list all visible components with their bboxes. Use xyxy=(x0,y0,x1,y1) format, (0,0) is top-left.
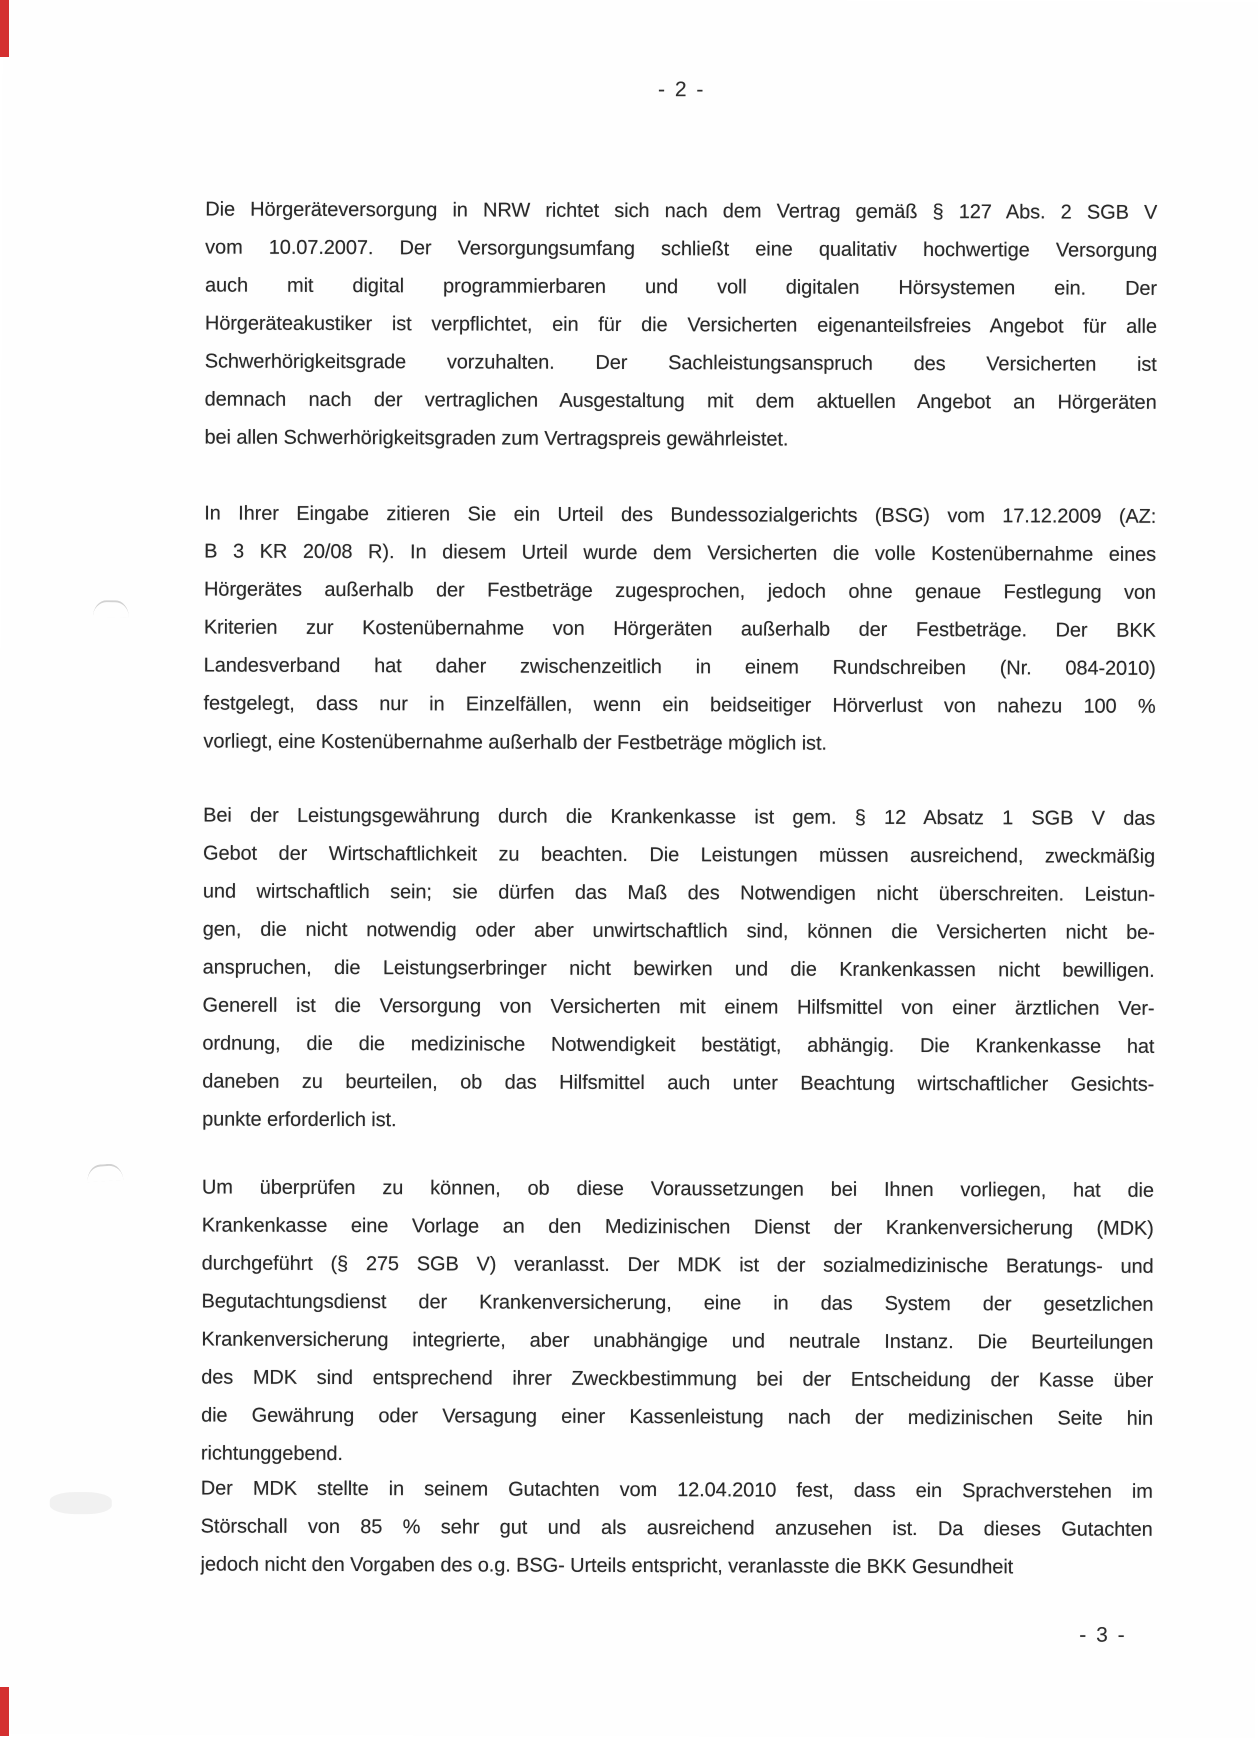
text-line: Um überprüfen zu können, ob diese Voraussetzungen bei Ihnen vorliegen, hat die xyxy=(201,1176,1154,1202)
text-line: Krankenkasse eine Vorlage an den Medizinischen Dienst der Krankenversicherung (MDK) xyxy=(201,1214,1154,1240)
text-line: Gebot der Wirtschaftlichkeit zu beachten. Die Leistungen müssen ausreichend, zweckmäßig xyxy=(203,842,1156,868)
text-line: Begutachtungsdienst der Krankenversicherung, eine in das System der gesetzlichen xyxy=(201,1290,1154,1316)
scan-smudge xyxy=(50,1492,112,1514)
text-line: Die Hörgeräteversorgung in NRW richtet sich nach dem Vertrag gemäß § 127 Abs. 2 SGB V xyxy=(205,198,1158,224)
text-line: daneben zu beurteilen, ob das Hilfsmittel auch unter Beachtung wirtschaftlicher Gesichts- xyxy=(202,1070,1155,1096)
paragraph xyxy=(202,797,1155,1142)
text-line: durchgeführt (§ 275 SGB V) veranlasst. Der MDK ist der sozialmedizinische Beratungs- und xyxy=(201,1252,1154,1278)
text-line: anspruchen, die Leistungserbringer nicht bewirken und die Krankenkassen nicht bewilligen. xyxy=(202,956,1155,982)
text-line: die Gewährung oder Versagung einer Kassenleistung nach der medizinischen Seite hin xyxy=(201,1404,1154,1430)
text-line: und wirtschaftlich sein; sie dürfen das Maß des Notwendigen nicht überschreiten. Leistun- xyxy=(202,880,1155,906)
paragraph xyxy=(203,495,1156,764)
text-line: Generell ist die Versorgung von Versicherten mit einem Hilfsmittel von einer ärztlichen Ver- xyxy=(202,994,1155,1020)
page-number-top: - 2 - xyxy=(658,78,706,102)
scan-edge-artifact-bottom xyxy=(0,1687,9,1736)
text-line: bei allen Schwerhörigkeitsgraden zum Vertragspreis gewährleistet. xyxy=(204,426,789,451)
text-line: Krankenversicherung integrierte, aber unabhängige und neutrale Instanz. Die Beurteilungen xyxy=(201,1328,1154,1354)
text-line: richtunggebend. xyxy=(200,1442,343,1466)
scan-edge-artifact-top xyxy=(0,0,9,57)
paragraph xyxy=(200,1470,1152,1587)
page-number-bottom: - 3 - xyxy=(1079,1623,1127,1647)
text-line: Hörgeräteakustiker ist verpflichtet, ein für die Versicherten eigenanteilsfreies Angebot für alle xyxy=(204,312,1157,338)
text-line: B 3 KR 20/08 R). In diesem Urteil wurde dem Versicherten die volle Kostenübernahme eines xyxy=(204,540,1157,566)
text-line: Bei der Leistungsgewährung durch die Krankenkasse ist gem. § 12 Absatz 1 SGB V das xyxy=(203,804,1156,830)
text-line: auch mit digital programmierbaren und voll digitalen Hörsystemen ein. Der xyxy=(204,274,1158,300)
text-line: gen, die nicht notwendig oder aber unwirtschaftlich sind, können die Versicherten nicht be- xyxy=(202,918,1155,944)
text-line: Schwerhörigkeitsgrade vorzuhalten. Der Sachleistungsanspruch des Versicherten ist xyxy=(204,350,1157,376)
paragraph xyxy=(204,191,1157,460)
text-line: punkte erforderlich ist. xyxy=(202,1108,397,1132)
text-line: demnach nach der vertraglichen Ausgestaltung mit dem aktuellen Angebot an Hörgeräten xyxy=(204,388,1157,414)
text-line: In Ihrer Eingabe zitieren Sie ein Urteil des Bundessozialgerichts (BSG) vom 17.12.2009 (AZ: xyxy=(204,502,1157,528)
text-line: festgelegt, dass nur in Einzelfällen, wenn ein beidseitiger Hörverlust von nahezu 100 % xyxy=(203,692,1156,718)
scan-smudge-arc xyxy=(93,600,129,617)
text-line: Landesverband hat daher zwischenzeitlich in einem Rundschreiben (Nr. 084-2010) xyxy=(203,654,1156,680)
text-line: Der MDK stellte in seinem Gutachten vom 12.04.2010 fest, dass ein Sprachverstehen im xyxy=(200,1477,1153,1503)
scan-smudge-arc xyxy=(86,1163,123,1182)
paragraph xyxy=(201,1169,1154,1476)
letter-body xyxy=(200,0,1158,1738)
text-line: Störschall von 85 % sehr gut und als ausreichend anzusehen ist. Da dieses Gutachten xyxy=(200,1515,1153,1541)
text-line: des MDK sind entsprechend ihrer Zweckbestimmung bei der Entscheidung der Kasse über xyxy=(201,1366,1154,1392)
text-line: ordnung, die die medizinische Notwendigkeit bestätigt, abhängig. Die Krankenkasse hat xyxy=(202,1032,1155,1058)
text-line: Hörgerätes außerhalb der Festbeträge zugesprochen, jedoch ohne genaue Festlegung von xyxy=(203,578,1157,604)
text-line: vom 10.07.2007. Der Versorgungsumfang schließt eine qualitativ hochwertige Versorgung xyxy=(205,236,1158,262)
text-line: jedoch nicht den Vorgaben des o.g. BSG- Urteils entspricht, veranlasste die BKK Gesundheit xyxy=(200,1553,1014,1579)
text-line: Kriterien zur Kostenübernahme von Hörgeräten außerhalb der Festbeträge. Der BKK xyxy=(203,616,1156,642)
text-line: vorliegt, eine Kostenübernahme außerhalb der Festbeträge möglich ist. xyxy=(203,730,827,755)
